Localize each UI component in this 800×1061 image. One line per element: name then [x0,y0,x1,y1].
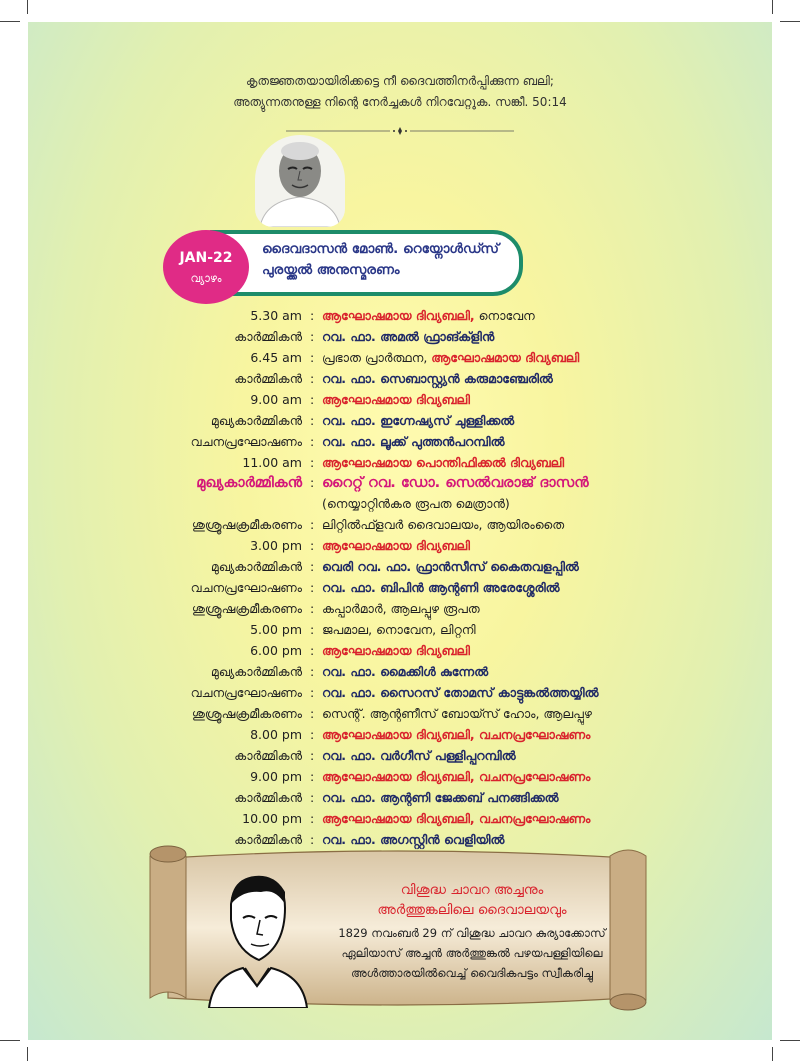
crop-mark [27,1047,28,1061]
schedule-value [322,350,579,366]
schedule-value-main: ആഘോഷമായ ദിവ്യബലി, വചനപ്രഘോഷണം [322,769,591,784]
schedule-value [322,727,590,743]
schedule-label: 9.00 pm [250,769,302,784]
schedule-value [322,580,560,596]
schedule-row [0,622,800,643]
schedule-value-main: ആഘോഷമായ ദിവ്യബലി, [322,308,475,323]
schedule-colon: : [310,308,315,323]
schedule-value-main: ലിറ്റിൽഫ്ളവർ ദൈവാലയം, ആയിരംതൈ [322,517,565,532]
title-line-2: പുരയ്ക്കൽ അനുസ്മരണം [262,262,400,278]
schedule-value [322,811,590,827]
schedule-label: മുഖ്യകാർമ്മികൻ [210,413,302,428]
schedule-value [322,790,559,806]
schedule-row [0,434,800,455]
schedule-row [0,769,800,790]
crop-mark [780,1040,800,1041]
schedule-row [0,748,800,769]
schedule-value [322,622,476,638]
crop-mark [772,0,773,14]
schedule-value-prefix: പ്രഭാത പ്രാർത്ഥന, [322,350,432,365]
title-banner [210,230,523,296]
schedule-value-main: ആഘോഷമായ ദിവ്യബലി [322,538,470,553]
schedule-label: കാർമ്മികൻ [234,790,302,805]
schedule-value [322,559,579,575]
ornament-divider [286,127,514,135]
schedule-colon: : [310,329,315,344]
schedule-row [0,601,800,622]
schedule-value-main: റൈറ്റ് റവ. ഡോ. സെൽവരാജ് ദാസൻ [322,475,589,491]
schedule-row [0,371,800,392]
schedule-value [322,329,494,345]
schedule-colon: : [310,643,315,658]
schedule-colon: : [310,434,315,449]
schedule-label: 9.00 am [250,392,302,407]
schedule-value [322,601,480,617]
schedule-label: വചനപ്രഘോഷണം [190,580,302,595]
crop-mark [0,1040,20,1041]
schedule-colon: : [310,413,315,428]
schedule-value-main: റവ. ഫാ. സൈറസ് തോമസ് കാട്ടുങ്കൽത്തയ്യിൽ [322,685,599,700]
schedule-label: കാർമ്മികൻ [234,748,302,763]
schedule-value-main: റവ. ഫാ. മൈക്കിൾ കുന്നേൽ [322,664,489,679]
schedule-row [0,580,800,601]
schedule-value [322,434,505,450]
title-line-1: ദൈവദാസൻ മോൺ. റെയ്നോൾഡ്സ് [262,241,499,257]
schedule-label: കാർമ്മികൻ [234,832,302,847]
schedule-value-main: ആഘോഷമായ ദിവ്യബലി [322,392,470,407]
schedule-value-main: റവ. ഫാ. ലൂക്ക് പുത്തൻപറമ്പിൽ [322,434,505,449]
schedule-label: മുഖ്യകാർമ്മികൻ [196,475,302,491]
schedule-row [0,559,800,580]
scroll-heading-1: വിശുദ്ധ ചാവറ അച്ചനും [400,882,544,898]
schedule-label: കാർമ്മികൻ [234,371,302,386]
schedule-value [322,371,553,387]
schedule-colon: : [310,832,315,847]
schedule-colon: : [310,538,315,553]
schedule-value-main: ജപമാല, നൊവേന, ലിറ്റനി [322,622,476,637]
schedule-colon: : [310,685,315,700]
schedule-colon: : [310,790,315,805]
schedule-value-main: റവ. ഫാ. ഇഗ്നേഷ്യസ് ചുള്ളിക്കൽ [322,413,515,428]
schedule-value-main: ആഘോഷമായ ദിവ്യബലി, വചനപ്രഘോഷണം [322,727,591,742]
schedule-label: ശുശ്രൂഷക്രമീകരണം [191,706,302,721]
schedule-colon: : [310,769,315,784]
schedule-row [0,706,800,727]
schedule-colon: : [310,580,315,595]
schedule-colon: : [310,727,315,742]
badge-date: JAN-22 [179,250,233,266]
schedule-label: 8.00 pm [250,727,302,742]
schedule-value-main: കപ്പാർമാർ, ആലപ്പുഴ രൂപത [322,601,480,616]
schedule-label: 5.00 pm [250,622,302,637]
schedule-value [322,413,514,429]
schedule-colon: : [310,371,315,386]
schedule-label: 6.45 am [250,350,302,365]
schedule-value [322,706,592,722]
schedule-colon: : [310,559,315,574]
saint-sketch [205,868,310,1008]
schedule-colon: : [310,455,315,470]
schedule-value-main: റവ. ഫാ. സെബാസ്റ്റ്യൻ കരുമാഞ്ചേരിൽ [322,371,553,386]
schedule-label: ശുശ്രൂഷക്രമീകരണം [191,517,302,532]
schedule-row [0,455,800,476]
schedule-row [0,664,800,685]
schedule-row [0,475,800,496]
schedule-value [322,496,510,512]
schedule-label: മുഖ്യകാർമ്മികൻ [210,664,302,679]
schedule-label: മുഖ്യകാർമ്മികൻ [210,559,302,574]
schedule-value-main: റവ. ഫാ. അമൽ ഫ്രാങ്ക്ളിൻ [322,329,495,344]
schedule-row [0,685,800,706]
schedule-value-main: റവ. ഫാ. വർഗീസ് പള്ളിപ്പറമ്പിൽ [322,748,516,763]
schedule-value [322,769,590,785]
schedule-value [322,538,470,554]
badge-day: വ്യാഴം [190,272,222,285]
schedule-value-main: സെന്റ്. ആന്റണീസ് ബോയ്സ് ഹോം, ആലപ്പുഴ [322,706,592,721]
schedule-label: 10.00 pm [242,811,302,826]
schedule-colon: : [310,392,315,407]
schedule-value-main: റവ. ഫാ. അഗസ്റ്റിൻ വെളിയിൽ [322,832,505,847]
schedule-colon: : [310,664,315,679]
schedule-row [0,811,800,832]
schedule-colon: : [310,811,315,826]
scroll-heading-2: അർത്തുങ്കലിലെ ദൈവാലയവും [377,902,567,918]
schedule-row [0,413,800,434]
schedule-colon: : [310,748,315,763]
crop-mark [0,21,20,22]
schedule-label: കാർമ്മികൻ [234,329,302,344]
crop-mark [772,1047,773,1061]
schedule-label: 5.30 am [250,308,302,323]
schedule-value [322,308,535,324]
scroll-text-1: 1829 നവംബർ 29 ന് വിശുദ്ധ ചാവറ കുര്യാക്കോസ് [338,926,606,940]
scroll-text-3: അൾത്താരയിൽവെച്ച് വൈദികപട്ടം സ്വീകരിച്ചു [351,966,593,980]
schedule-label: 3.00 pm [250,538,302,553]
schedule-label: ശുശ്രൂഷക്രമീകരണം [191,601,302,616]
schedule-row [0,790,800,811]
schedule-value [322,748,516,764]
schedule-value-main: വെരി റവ. ഫാ. ഫ്രാൻസീസ് കൈതവളപ്പിൽ [322,559,579,574]
schedule-colon: : [310,601,315,616]
schedule-value [322,475,589,491]
schedule-colon: : [310,517,315,532]
scroll-text-2: ഏലിയാസ് അച്ചൻ അർത്തുങ്കൽ പഴയപള്ളിയിലെ [341,946,603,960]
schedule-colon: : [310,622,315,637]
schedule-value-main: ആഘോഷമായ ദിവ്യബലി [322,643,470,658]
schedule-row [0,308,800,329]
schedule-colon: : [310,706,315,721]
schedule-value-main: ആഘോഷമായ പൊന്തിഫിക്കൽ ദിവ്യബലി [322,455,565,470]
schedule-value-suffix: നൊവേന [474,308,535,323]
schedule-value [322,685,599,701]
schedule-value [322,517,564,533]
schedule-row [0,727,800,748]
schedule-value [322,392,470,408]
schedule-colon: : [310,350,315,365]
verse-line-1: കൃതജ്ഞതയായിരിക്കട്ടെ നീ ദൈവത്തിനർപ്പിക്കുന്ന ബലി; [246,74,554,88]
schedule-label: 11.00 am [242,455,302,470]
schedule-label: വചനപ്രഘോഷണം [190,434,302,449]
schedule-row [0,392,800,413]
schedule-row [0,517,800,538]
crop-mark [27,0,28,14]
schedule-value [322,643,470,659]
schedule-row [0,350,800,371]
schedule-value-main: (നെയ്യാറ്റിൻകര രൂപത മെത്രാൻ) [322,496,510,511]
crop-mark [780,21,800,22]
schedule-value [322,455,564,471]
schedule-row [0,329,800,350]
schedule-label: 6.00 pm [250,643,302,658]
schedule-colon: : [310,475,315,490]
verse-line-2: അത്യുന്നതനുള്ള നിന്റെ നേർച്ചകൾ നിറവേറ്റുക. സങ്കീ. 50:14 [233,95,567,109]
schedule-value-main: റവ. ഫാ. ആന്റണി ജേക്കബ് പനങ്ങിക്കൽ [322,790,559,805]
schedule-value [322,664,488,680]
date-badge [163,230,249,304]
schedule-value-main: ആഘോഷമായ ദിവ്യബലി, വചനപ്രഘോഷണം [322,811,591,826]
schedule-value-main: ആഘോഷമായ ദിവ്യബലി [431,350,580,365]
schedule-row [0,538,800,559]
schedule-row [0,643,800,664]
schedule-label: വചനപ്രഘോഷണം [190,685,302,700]
schedule-value-main: റവ. ഫാ. ബിപിൻ ആന്റണി അരേശ്ശേരിൽ [322,580,560,595]
schedule-row [0,496,800,517]
portrait-photo [255,135,345,227]
